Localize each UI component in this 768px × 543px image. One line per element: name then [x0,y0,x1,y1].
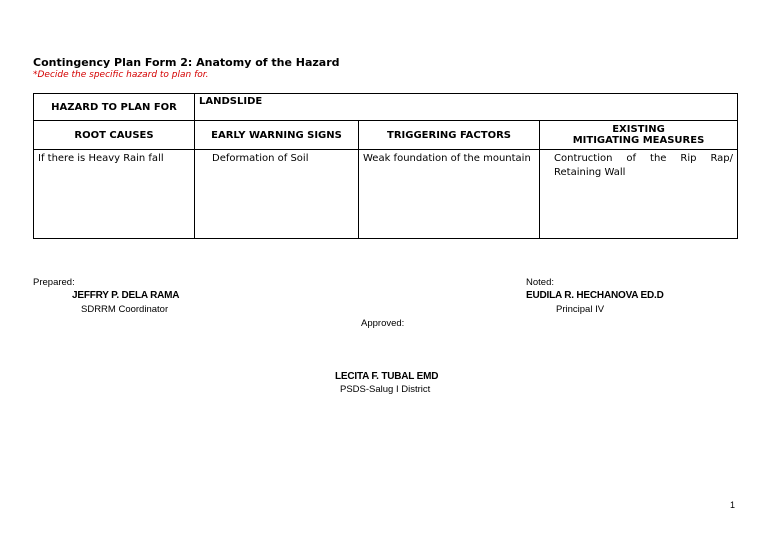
header-existing-mitigating-measures [540,121,738,150]
header-row [34,121,738,150]
prepared-label: Prepared: [33,277,75,288]
hazard-label-cell: HAZARD TO PLAN FOR [34,94,195,121]
hazard-row [34,94,738,121]
prepared-name: JEFFRY P. DELA RAMA [72,290,180,301]
approved-name: LECITA F. TUBAL EMD [335,371,439,382]
noted-name: EUDILA R. HECHANOVA ED.D [526,290,664,301]
cell-triggering-factor: Weak foundation of the mountain [359,150,540,239]
approved-title: PSDS-Salug I District [340,384,431,395]
header-root-causes: ROOT CAUSES [34,121,195,150]
header-triggering-factors: TRIGGERING FACTORS [359,121,540,150]
header-early-warning-signs: EARLY WARNING SIGNS [195,121,359,150]
cell-root-cause: If there is Heavy Rain fall [34,150,195,239]
cell-early-warning: Deformation of Soil [195,150,359,239]
form-instruction: *Decide the specific hazard to plan for. [33,70,209,80]
noted-label: Noted: [526,277,554,288]
table-row [34,150,738,239]
hazard-table [33,93,738,239]
cell-mitigating-measure: Contruction of the Rip Rap/ Retaining Wall [540,150,738,239]
header-mitigating-line: MITIGATING MEASURES [572,135,705,146]
prepared-title: SDRRM Coordinator [81,304,169,315]
noted-title: Principal IV [556,304,605,315]
page-number: 1 [729,500,735,510]
form-title: Contingency Plan Form 2: Anatomy of the Hazard [33,56,340,69]
approved-label: Approved: [361,318,405,329]
hazard-value-cell: LANDSLIDE [195,94,738,121]
header-existing-line: EXISTING [612,124,665,135]
